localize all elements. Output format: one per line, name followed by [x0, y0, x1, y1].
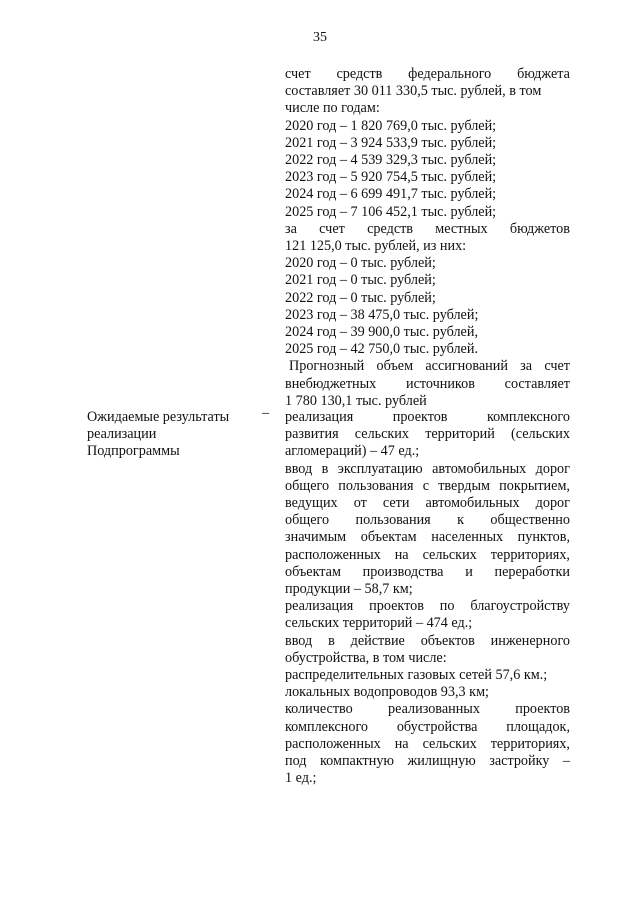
page-number: 35	[313, 30, 327, 45]
word: общего	[285, 477, 330, 494]
word: общего	[285, 512, 330, 529]
word: объектам	[360, 529, 417, 546]
text-line	[285, 66, 570, 83]
text-line	[285, 736, 570, 753]
word: в	[328, 632, 335, 649]
text-line	[285, 426, 570, 443]
results-text-block	[285, 409, 570, 787]
word: территориях,	[490, 546, 570, 563]
word: реализация	[285, 598, 354, 615]
word: действие	[350, 632, 405, 649]
word: твердым	[438, 477, 490, 494]
word: в	[321, 460, 329, 477]
word: (сельских	[511, 426, 570, 443]
text-line: продукции – 58,7 км;	[285, 581, 413, 598]
word: благоустройству	[470, 598, 570, 615]
word: ведущих	[285, 495, 338, 512]
word: эксплуатацию	[337, 460, 423, 477]
text-line	[285, 753, 570, 770]
text-line: составляет 30 011 330,5 тыс. рублей, в том	[285, 83, 542, 100]
word: ассигнований	[425, 358, 508, 375]
word: счет	[285, 66, 311, 82]
word: развития	[285, 426, 339, 443]
word: источников	[405, 375, 475, 392]
word: жилищную	[407, 753, 476, 770]
text-line	[285, 358, 570, 375]
word: Прогнозный	[289, 358, 365, 375]
word: дорог	[535, 495, 570, 512]
text-line: 2025 год – 42 750,0 тыс. рублей.	[285, 341, 478, 358]
word: ввод	[285, 460, 313, 477]
word: проектов	[369, 598, 424, 615]
word: расположенных	[285, 735, 381, 752]
word: обустройства	[396, 718, 478, 735]
word: счет	[544, 358, 570, 375]
label-line: реализации	[87, 426, 157, 443]
word: внебюджетных	[285, 375, 377, 392]
text-line	[285, 461, 570, 478]
text-line: 2020 год – 0 тыс. рублей;	[285, 255, 436, 272]
word: дорог	[535, 460, 570, 477]
text-line: 2024 год – 39 900,0 тыс. рублей,	[285, 324, 478, 341]
text-line: 121 125,0 тыс. рублей, из них:	[285, 238, 467, 255]
word: проектов	[515, 701, 570, 718]
text-line: 2020 год – 1 820 769,0 тыс. рублей;	[285, 117, 497, 134]
word: комплексного	[486, 409, 570, 425]
text-line: обустройства, в том числе:	[285, 649, 447, 666]
word: территориях,	[490, 735, 570, 752]
label-line: Ожидаемые результаты	[87, 409, 230, 425]
word: объектам	[285, 563, 341, 580]
text-line: сельских территорий – 474 ед.;	[285, 615, 473, 632]
text-line: 2022 год – 0 тыс. рублей;	[285, 289, 436, 306]
text-line	[285, 719, 570, 736]
word: счет	[319, 220, 345, 237]
text-line: 2023 год – 5 920 754,5 тыс. рублей;	[285, 169, 497, 186]
word: компактную	[319, 753, 395, 770]
word: сети	[382, 495, 410, 512]
text-line: числе по годам:	[285, 100, 380, 117]
text-line: 2021 год – 0 тыс. рублей;	[285, 272, 436, 289]
label-line: Подпрограммы	[87, 443, 180, 460]
text-line	[285, 221, 570, 238]
text-line	[285, 478, 570, 495]
text-line: 2023 год – 38 475,0 тыс. рублей;	[285, 306, 479, 323]
word: сельских	[422, 735, 477, 752]
text-line: 2025 год – 7 106 452,1 тыс. рублей;	[285, 203, 497, 220]
text-line	[285, 409, 570, 426]
word: объем	[376, 358, 414, 375]
word: ввод	[285, 632, 313, 649]
text-line	[285, 598, 570, 615]
word: составляет	[504, 375, 570, 392]
word: производства	[362, 563, 444, 580]
word: площадок,	[506, 718, 570, 735]
word: средств	[336, 66, 383, 82]
word: автомобильных	[425, 495, 520, 512]
funding-text-block	[285, 66, 570, 410]
word: количество	[285, 701, 353, 718]
word: сельских	[422, 546, 477, 563]
text-line: 2022 год – 4 539 329,3 тыс. рублей;	[285, 152, 497, 169]
word: территорий	[425, 426, 495, 443]
text-line	[285, 547, 570, 564]
text-line: 1 780 130,1 тыс. рублей	[285, 392, 427, 409]
word: с	[422, 477, 429, 494]
word: населенных	[431, 529, 504, 546]
word: средств	[367, 220, 414, 237]
text-line	[285, 529, 570, 546]
text-line: 1 ед.;	[285, 770, 317, 787]
word: инженерного	[490, 632, 570, 649]
word: реализация	[285, 409, 354, 425]
text-line	[285, 564, 570, 581]
word: бюджетов	[509, 220, 570, 237]
word: комплексного	[285, 718, 369, 735]
text-line: 2021 год – 3 924 533,9 тыс. рублей;	[285, 134, 497, 151]
text-line	[285, 633, 570, 650]
word: общественно	[490, 512, 570, 529]
text-line	[285, 512, 570, 529]
text-line	[285, 701, 570, 718]
word: на	[394, 546, 409, 563]
text-line	[285, 376, 570, 393]
text-line	[285, 495, 570, 512]
results-label	[87, 409, 257, 461]
word: за	[285, 220, 297, 237]
word: –	[562, 753, 570, 770]
label-dash: –	[262, 405, 270, 421]
word: расположенных	[285, 546, 381, 563]
word: и	[465, 563, 473, 580]
word: федерального	[408, 66, 492, 82]
word: проектов	[392, 409, 448, 425]
text-line: локальных водопроводов 93,3 км;	[285, 684, 489, 701]
word: под	[285, 753, 307, 770]
word: сельских	[354, 426, 409, 443]
word: от	[353, 495, 367, 512]
word: пунктов,	[517, 529, 570, 546]
word: переработки	[494, 563, 570, 580]
word: за	[520, 358, 533, 375]
word: объектов	[420, 632, 475, 649]
text-line: распределительных газовых сетей 57,6 км.;	[285, 667, 548, 684]
word: по	[439, 598, 455, 615]
word: пользования	[355, 512, 431, 529]
word: значимым	[285, 529, 347, 546]
word: к	[457, 512, 464, 529]
word: застройку	[489, 753, 550, 770]
word: автомобильных	[432, 460, 527, 477]
text-line: агломераций) – 47 ед.;	[285, 443, 420, 460]
word: бюджета	[517, 66, 570, 82]
word: реализованных	[388, 701, 480, 718]
word: пользования	[338, 477, 414, 494]
word: местных	[435, 220, 488, 237]
text-line: 2024 год – 6 699 491,7 тыс. рублей;	[285, 186, 497, 203]
word: на	[394, 735, 409, 752]
word: покрытием,	[499, 477, 570, 494]
